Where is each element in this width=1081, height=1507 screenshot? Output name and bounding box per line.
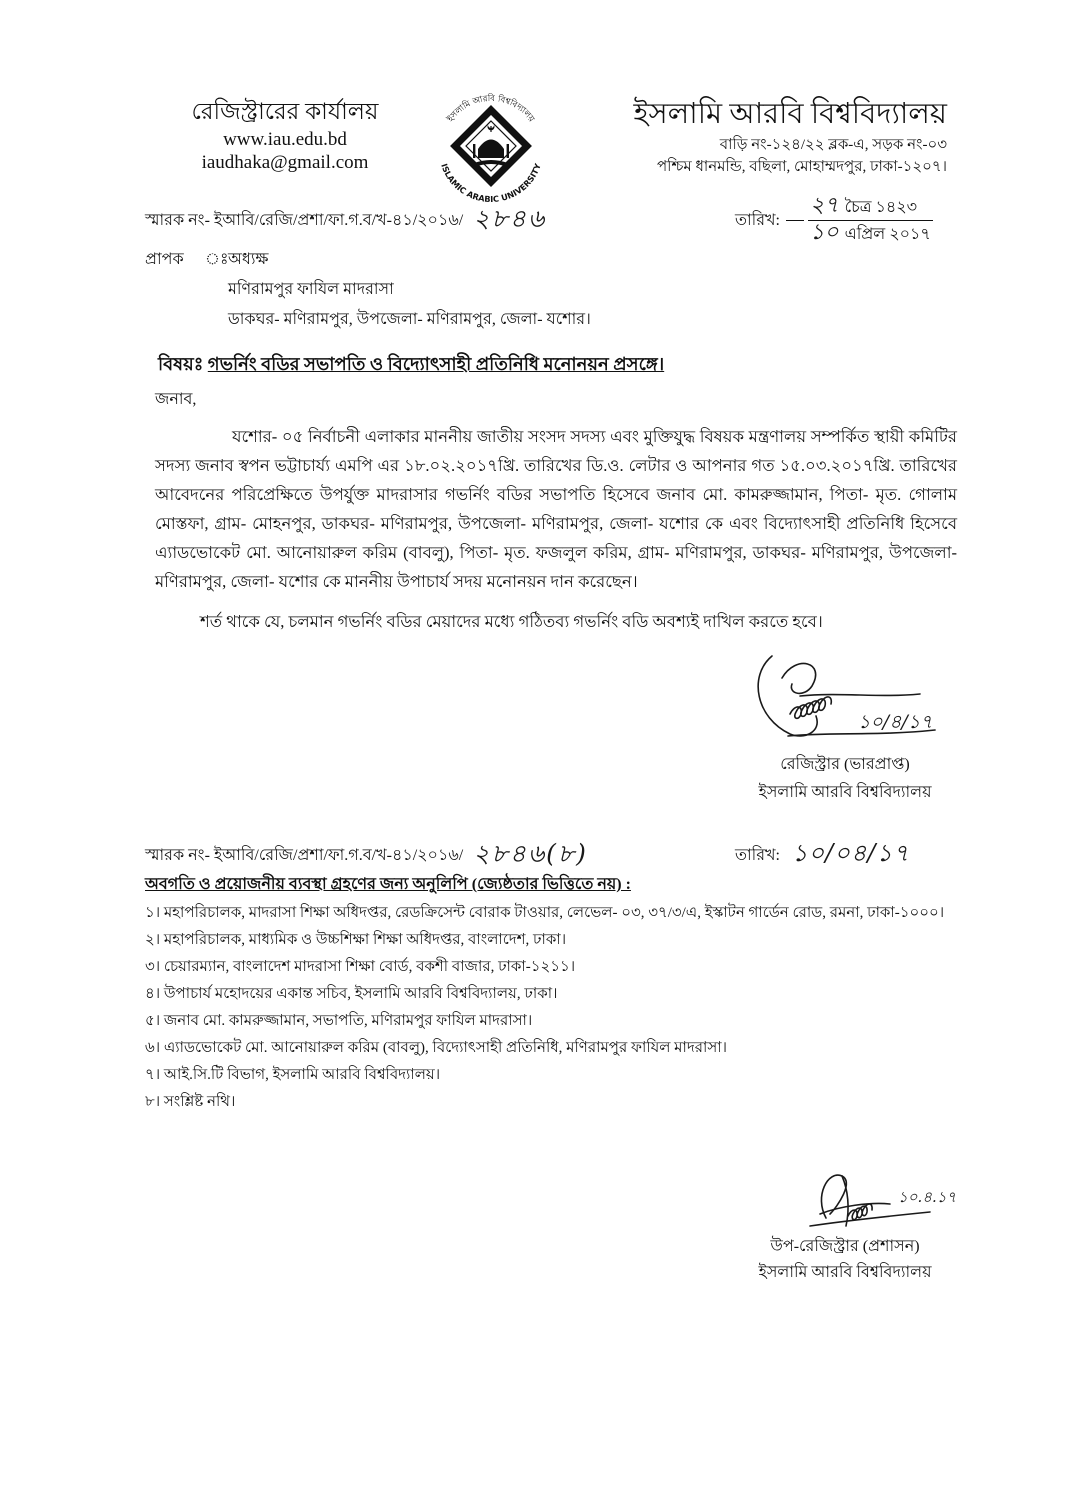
website-text: www.iau.edu.bd <box>223 129 347 150</box>
address-line-1: বাড়ি নং-১২৪/২২ ব্লক-এ, সড়ক নং-০৩ <box>719 137 947 153</box>
memo-reference <box>145 199 735 242</box>
university-name: ইসলামি আরবি বিশ্ববিদ্যালয় <box>633 98 947 130</box>
copies-heading: অবগতি ও প্রয়োজনীয় ব্যবস্থা গ্রহণের জন্য অনুলিপি (জ্যেষ্ঠতার ভিত্তিতে নয়) : <box>145 876 631 893</box>
recipient-label: প্রাপক <box>145 251 184 268</box>
signatory-1-designation: রেজিস্ট্রার (ভারপ্রাপ্ত) <box>780 756 910 773</box>
salutation: জনাব, <box>155 391 197 408</box>
list-item: ১। মহাপরিচালক, মাদরাসা শিক্ষা অধিদপ্তর, রেডক্রিসেন্ট বোরাক টাওয়ার, লেভেল- ০৩, ৩৭/৩/এ, ইস্কাটন গার্ডেন রোড, রমনা, ঢাকা-১০০০। <box>145 905 945 921</box>
header-right <box>590 94 947 178</box>
date-label: তারিখ: <box>735 211 780 229</box>
signatory-1 <box>730 636 960 807</box>
english-month-year: এপ্রিল ২০১৭ <box>844 225 931 243</box>
recipient-colon: ঃ <box>205 251 229 268</box>
memo-prefix: স্মারক নং- ইআবি/রেজি/প্রশা/ফা.গ.ব/খ-৪১/২০১৬/ <box>145 211 464 229</box>
copy-memo-date-label: তারিখ: <box>735 846 780 864</box>
list-item: ৭। আই.সি.টি বিভাগ, ইসলামি আরবি বিশ্ববিদ্যালয়। <box>145 1067 441 1083</box>
copies-list <box>145 900 1010 1116</box>
letter-content <box>145 192 1015 1286</box>
signatory-2 <box>730 1156 960 1286</box>
list-item: ৮। সংশ্লিষ্ট নথি। <box>145 1094 236 1110</box>
date-dash <box>786 220 804 221</box>
signatory-1-organization: ইসলামি আরবি বিশ্ববিদ্যালয় <box>758 784 932 801</box>
seal-top-lettering: ইসলামি আরবি বিশ্ববিদ্যালয় <box>445 93 537 125</box>
office-name: রেজিস্ট্রারের কার্যালয় <box>191 99 379 124</box>
seal-icon <box>430 88 552 202</box>
english-date <box>808 221 933 246</box>
signature-2-date: ১০.৪.১৭ <box>898 1188 957 1206</box>
copy-memo-number-handwritten: ২৮৪৬(৮) <box>473 838 588 868</box>
copy-memo-line <box>145 840 963 870</box>
header-left <box>150 96 420 174</box>
list-item: ৪। উপাচার্য মহোদয়ের একান্ত সচিব, ইসলামি আরবি বিশ্ববিদ্যালয়, ঢাকা। <box>145 986 558 1002</box>
university-seal-logo <box>430 88 552 202</box>
bangla-date <box>808 192 933 221</box>
subject-label: বিষয়ঃ <box>158 354 204 374</box>
memo-date <box>735 192 933 246</box>
memo-line <box>145 192 963 245</box>
condition-paragraph: শর্ত থাকে যে, চলমান গভর্নিং বডির মেয়াদের মধ্যে গঠিতব্য গভর্নিং বডি অবশ্যই দাখিল করতে হবে। <box>200 612 823 631</box>
signatory-2-designation: উপ-রেজিস্ট্রার (প্রশাসন) <box>770 1238 920 1255</box>
date-stack <box>808 192 933 246</box>
recipient-designation: অধ্যক্ষ <box>228 251 269 268</box>
email-text: iaudhaka@gmail.com <box>201 152 369 173</box>
bangla-month-year: চৈত্র ১৪২৩ <box>844 198 918 216</box>
recipient-block <box>145 245 1015 335</box>
memo-number-handwritten: ২৮৪৬ <box>473 203 547 233</box>
list-item: ৩। চেয়ারম্যান, বাংলাদেশ মাদরাসা শিক্ষা বোর্ড, বকশী বাজার, ঢাকা-১২১১। <box>145 959 576 975</box>
list-item: ৬। এ্যাডভোকেট মো. আনোয়ারুল করিম (বাবলু), বিদ্যোৎসাহী প্রতিনিধি, মণিরামপুর ফাযিল মাদরাসা। <box>145 1040 727 1056</box>
english-day-handwritten: ১০ <box>809 219 839 245</box>
signatory-2-organization: ইসলামি আরবি বিশ্ববিদ্যালয় <box>758 1264 932 1281</box>
address-line-2: পশ্চিম ধানমন্ডি, বছিলা, মোহাম্মদপুর, ঢাকা-১২০৭। <box>657 159 947 175</box>
signature-2 <box>730 1156 960 1234</box>
copy-memo-date-handwritten: ১০/০৪/১৭ <box>791 839 910 867</box>
signature-1 <box>730 636 960 751</box>
copy-memo-prefix: স্মারক নং- ইআবি/রেজি/প্রশা/ফা.গ.ব/খ-৪১/২০১৬/ <box>145 846 464 864</box>
recipient-row <box>145 245 1015 275</box>
list-item: ২। মহাপরিচালক, মাধ্যমিক ও উচ্চশিক্ষা শিক্ষা অধিদপ্তর, বাংলাদেশ, ঢাকা। <box>145 932 567 948</box>
recipient-address: ডাকঘর- মণিরামপুর, উপজেলা- মণিরামপুর, জেলা- যশোর। <box>228 311 591 328</box>
body-paragraph: যশোর- ০৫ নির্বাচনী এলাকার মাননীয় জাতীয় সংসদ সদস্য এবং মুক্তিযুদ্ধ বিষয়ক মন্ত্রণালয় সম্পর্কিত স্থায়ী কমিটির সদস্য জনাব স্বপন ভট্টাচার্য্য এমপি এর ১৮.০২.২০১৭খ্রি. তারিখের ডি.ও. লেটার ও আপনার গত ১৫.০৩.২০১৭খ্রি. তারিখের আবেদনের পরিপ্রেক্ষিতে উপর্যুক্ত মাদরাসার গভর্নিং বডির সভাপতি হিসেবে জনাব মো. কামরুজ্জামান, পিতা- মৃত. গোলাম মোস্তফা, গ্রাম- মোহনপুর, ডাকঘর- মণিরামপুর, উপজেলা- মণিরামপুর, জেলা- যশোর কে এবং বিদ্যোৎসাহী প্রতিনিধি হিসেবে এ্যাডভোকেট মো. আনোয়ারুল করিম (বাবলু), পিতা- মৃত. ফজলুল করিম, গ্রাম- মণিরামপুর, ডাকঘর- মণিরামপুর, উপজেলা- মণিরামপুর, জেলা- যশোর কে মাননীয় উপাচার্য সদয় মনোনয়ন দান করেছেন। <box>155 427 957 591</box>
subject-line <box>145 349 1015 379</box>
list-item: ৫। জনাব মো. কামরুজ্জামান, সভাপতি, মণিরামপুর ফাযিল মাদরাসা। <box>145 1013 533 1029</box>
seal-bottom-lettering: ISLAMIC ARABIC UNIVERSITY <box>439 162 543 202</box>
recipient-institution: মণিরামপুর ফাযিল মাদরাসা <box>228 281 394 298</box>
signature-1-date: ১০/৪/১৭ <box>858 711 933 733</box>
bangla-day-handwritten: ২৭ <box>809 192 839 218</box>
subject-text: গভর্নিং বডির সভাপতি ও বিদ্যোৎসাহী প্রতিনিধি মনোনয়ন প্রসঙ্গে। <box>207 354 665 374</box>
